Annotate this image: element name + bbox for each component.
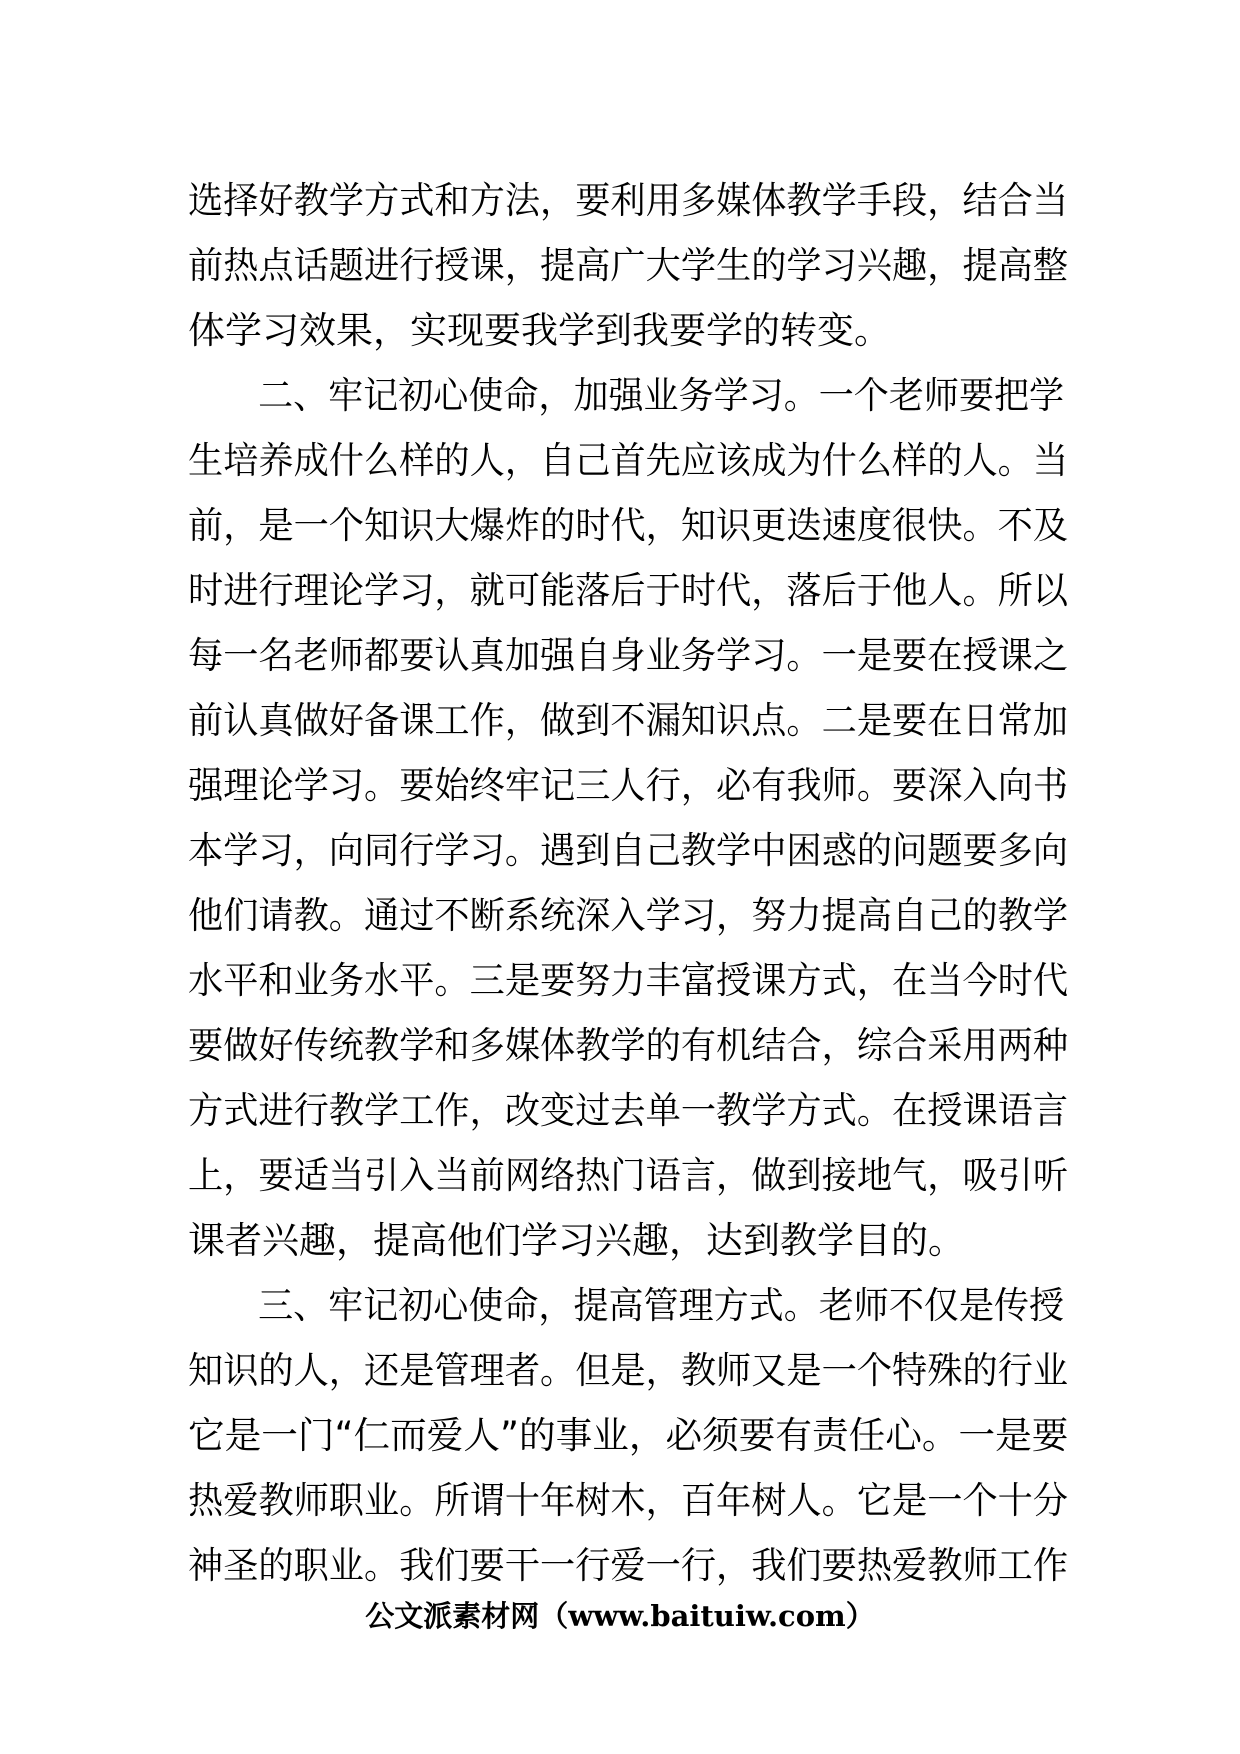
text-line: 神圣的职业。我们要干一行爱一行，我们要热爱教师工作 bbox=[188, 1544, 1069, 1587]
text-line: 体学习效果，实现要我学到我要学的转变。 bbox=[188, 309, 891, 352]
text-line: 它是一门“仁而爱人”的事业，必须要有责任心。一是要 bbox=[188, 1414, 1069, 1457]
text-line: 水平和业务水平。三是要努力丰富授课方式，在当今时代 bbox=[188, 959, 1069, 1002]
text-line: 前热点话题进行授课，提高广大学生的学习兴趣，提高整 bbox=[188, 244, 1069, 287]
text-line: 前认真做好备课工作，做到不漏知识点。二是要在日常加 bbox=[188, 699, 1069, 742]
footer-watermark: 公文派素材网（www.baituiw.com） bbox=[365, 1599, 875, 1633]
text-line: 课者兴趣，提高他们学习兴趣，达到教学目的。 bbox=[188, 1219, 965, 1262]
text-line: 前，是一个知识大爆炸的时代，知识更迭速度很快。不及 bbox=[188, 504, 1069, 547]
text-line: 选择好教学方式和方法，要利用多媒体教学手段，结合当 bbox=[188, 179, 1069, 222]
text-line: 二、牢记初心使命，加强业务学习。一个老师要把学 bbox=[258, 374, 1065, 417]
text-line: 上，要适当引入当前网络热门语言，做到接地气，吸引听 bbox=[188, 1154, 1069, 1197]
text-line: 生培养成什么样的人，自己首先应该成为什么样的人。当 bbox=[188, 439, 1069, 482]
text-line: 热爱教师职业。所谓十年树木，百年树人。它是一个十分 bbox=[188, 1479, 1069, 1522]
body-text bbox=[188, 168, 1068, 1598]
text-line: 要做好传统教学和多媒体教学的有机结合，综合采用两种 bbox=[188, 1024, 1069, 1067]
text-line: 每一名老师都要认真加强自身业务学习。一是要在授课之 bbox=[188, 634, 1069, 677]
text-line: 他们请教。通过不断系统深入学习，努力提高自己的教学 bbox=[188, 894, 1069, 937]
text-line: 本学习，向同行学习。遇到自己教学中困惑的问题要多向 bbox=[188, 829, 1069, 872]
text-line: 时进行理论学习，就可能落后于时代，落后于他人。所以 bbox=[188, 569, 1069, 612]
text-line: 方式进行教学工作，改变过去单一教学方式。在授课语言 bbox=[188, 1089, 1069, 1132]
text-line: 知识的人，还是管理者。但是，教师又是一个特殊的行业 bbox=[188, 1349, 1069, 1392]
text-line: 三、牢记初心使命，提高管理方式。老师不仅是传授 bbox=[258, 1284, 1065, 1327]
text-line: 强理论学习。要始终牢记三人行，必有我师。要深入向书 bbox=[188, 764, 1069, 807]
